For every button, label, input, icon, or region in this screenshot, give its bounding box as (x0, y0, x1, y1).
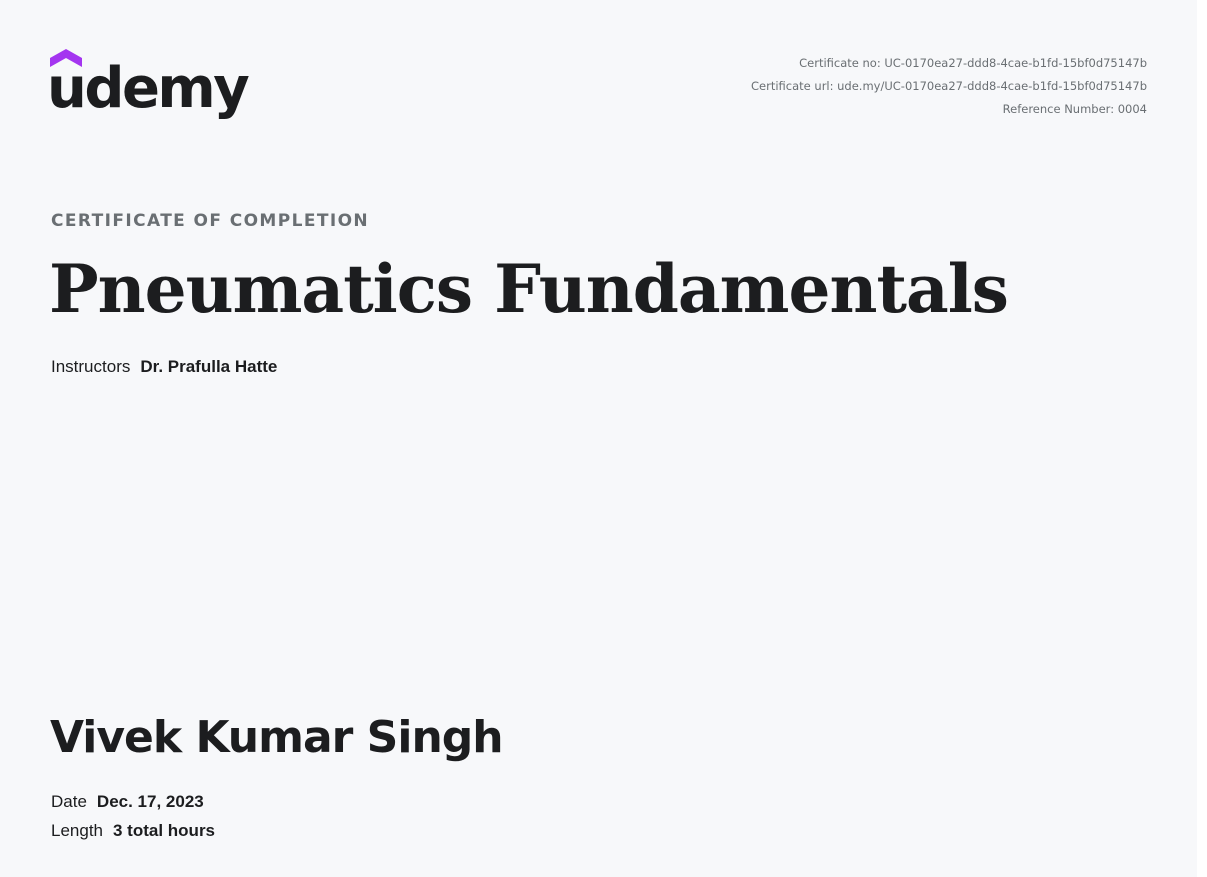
course-title: Pneumatics Fundamentals (49, 250, 1008, 328)
date-label: Date (51, 792, 87, 811)
instructors-value: Dr. Prafulla Hatte (140, 357, 278, 376)
udemy-logo (49, 46, 259, 128)
date-line (51, 792, 204, 812)
length-line (51, 821, 215, 841)
student-name: Vivek Kumar Singh (50, 712, 503, 763)
length-value: 3 total hours (113, 821, 216, 840)
certificate-url: Certificate url: ude.my/UC-0170ea27-ddd8-4cae-b1fd-15bf0d75147b (751, 79, 1147, 93)
reference-number: Reference Number: 0004 (1002, 102, 1147, 116)
instructors-label: Instructors (51, 357, 131, 376)
date-value: Dec. 17, 2023 (96, 792, 204, 811)
instructors-line (51, 357, 277, 377)
certificate-number: Certificate no: UC-0170ea27-ddd8-4cae-b1fd-15bf0d75147b (799, 56, 1147, 70)
length-label: Length (51, 821, 103, 840)
logo-wordmark: udemy (47, 56, 248, 121)
certificate-meta (751, 52, 1147, 121)
certificate-heading: CERTIFICATE OF COMPLETION (51, 211, 370, 231)
